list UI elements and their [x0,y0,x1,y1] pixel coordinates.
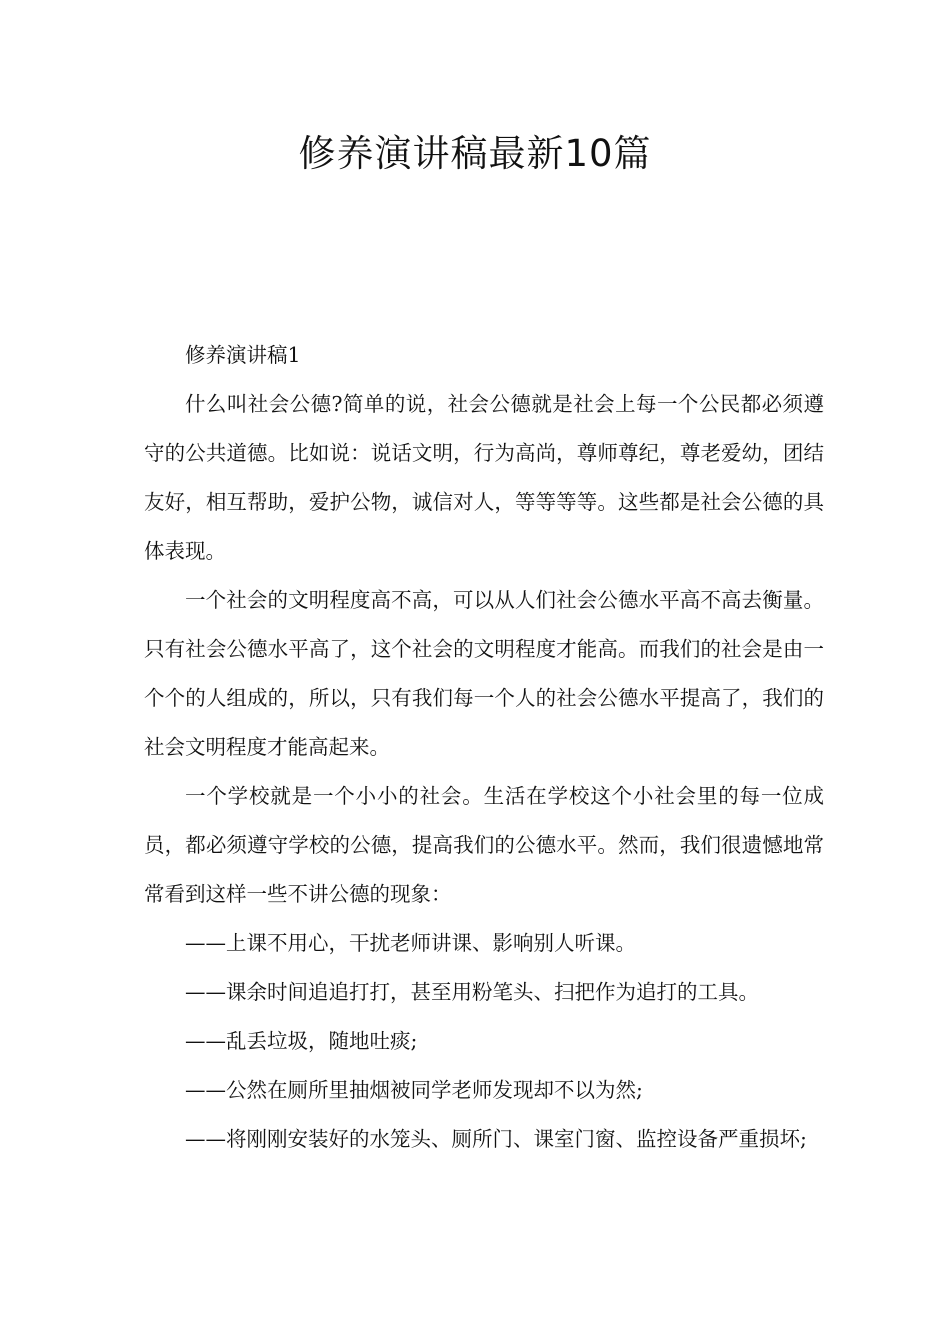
document-body [144,331,824,1164]
document-title: 修养演讲稿最新10篇 [298,132,652,175]
paragraph: 一个社会的文明程度高不高，可以从人们社会公德水平高不高去衡量。只有社会公德水平高了，这个社会的文明程度才能高。而我们的社会是由一个个的人组成的，所以，只有我们每一个人的社会公德水平提高了，我们的社会文明程度才能高起来。 [144,588,824,759]
paragraph: 什么叫社会公德?简单的说，社会公德就是社会上每一个公民都必须遵守的公共道德。比如说：说话文明，行为高尚，尊师尊纪，尊老爱幼，团结友好，相互帮助，爱护公物，诚信对人，等等等等。这些都是社会公德的具体表现。 [144,392,824,563]
list-item: ——上课不用心，干扰老师讲课、影响别人听课。 [185,931,636,955]
list-item: ——将刚刚安装好的水笼头、厕所门、课室门窗、监控设备严重损坏; [185,1127,807,1151]
section-heading: 修养演讲稿1 [185,343,301,367]
list-item: ——公然在厕所里抽烟被同学老师发现却不以为然; [185,1078,643,1102]
paragraph: 一个学校就是一个小小的社会。生活在学校这个小社会里的每一位成员，都必须遵守学校的公德，提高我们的公德水平。然而，我们很遗憾地常常看到这样一些不讲公德的现象： [144,784,824,906]
list-item: ——课余时间追追打打，甚至用粉笔头、扫把作为追打的工具。 [185,980,759,1004]
list-item: ——乱丢垃圾，随地吐痰; [185,1029,418,1053]
